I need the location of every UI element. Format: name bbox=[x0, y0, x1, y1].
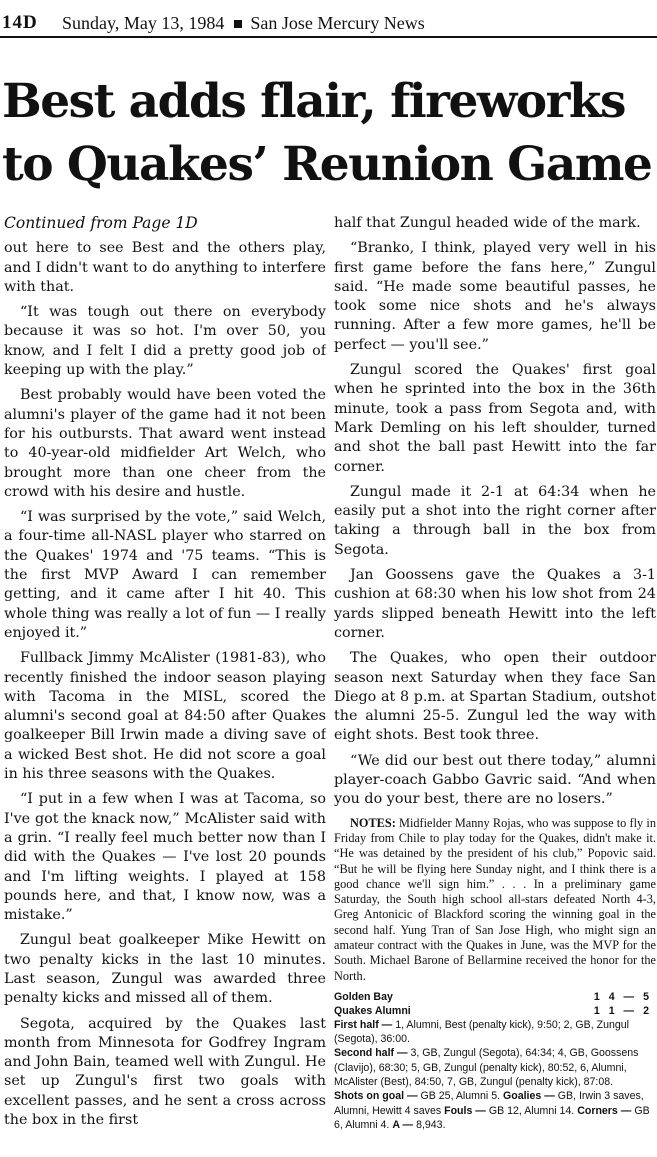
summary-label: Second half — bbox=[334, 1047, 408, 1060]
paragraph: Zungul scored the Quakes' first goal when he sprinted into the box in the 36th minute, took a pass from Segota and, with Mark Demling on his left shoulder, turned and shot the ball past Hewitt into the far corner. bbox=[334, 362, 656, 475]
page-folio bbox=[0, 0, 657, 38]
team-score: 1 1 — 2 bbox=[593, 1004, 652, 1017]
paragraph: “I was surprised by the vote,” said Welch, a four-time all-NASL player who starred on the Quakes' 1974 and '75 teams. “This is the first MVP Award I can remember getting, and it came after I hit 40. This whole thing was really a lot of fun — I really enjoyed it.” bbox=[4, 509, 326, 641]
paragraph: Zungul made it 2-1 at 64:34 when he easily put a shot into the right corner after taking a through ball in the box from Segota. bbox=[334, 483, 656, 558]
box-score-row bbox=[334, 990, 656, 1004]
paragraph: out here to see Best and the others play, and I didn't want to do anything to interfere with that. bbox=[4, 240, 326, 295]
summary-label: First half — bbox=[334, 1018, 393, 1031]
summary-label: Fouls — bbox=[444, 1104, 486, 1117]
article-column-right bbox=[334, 214, 656, 1157]
box-score-row bbox=[334, 1004, 656, 1018]
bullet-icon bbox=[234, 20, 242, 28]
headline bbox=[2, 70, 657, 196]
page-number: 14D bbox=[2, 12, 38, 33]
team-score: 1 4 — 5 bbox=[593, 990, 652, 1003]
paragraph: “It was tough out there on everybody because it was so hot. I'm over 50, you know, and I felt I did a pretty good job of keeping up with the play.” bbox=[4, 304, 326, 379]
summary-text: 8,943. bbox=[416, 1118, 446, 1131]
paragraph: “I put in a few when I was at Tacoma, so I've got the knack now,” McAlister said with a grin. “I really feel much better now than I did with the Quakes — I've lost 20 pounds and I'm lifting weights. I played at 158 pounds here, and that, I know now, was a mistake.” bbox=[4, 791, 326, 924]
team-name: Golden Bay bbox=[334, 990, 393, 1003]
paragraph: Segota, acquired by the Quakes last month from Minnesota for Godfrey Ingram and John Bain, teamed well with Zungul. He set up Zungul's first two goals with excellent passes, and he sent a cross across the box in the first bbox=[4, 1015, 326, 1129]
paper-name: San Jose Mercury News bbox=[250, 13, 425, 33]
summary-text: 3, GB, Zungul (Segota), 64:34; 4, GB, Goossens (Clavijo), 68:30; 5, GB, Zungul (penalty kick), 80:52, 6, Alumni, McAlister (Best), 84:50, 7, GB, Zungul (penalty kick), 87:08. bbox=[334, 1047, 639, 1089]
paragraph: The Quakes, who open their outdoor season next Saturday when they face San Diego at 8 p.m. at Spartan Stadium, outshot the alumni 25-5. Zungul led the way with eight shots. Best took three. bbox=[334, 650, 656, 744]
summary-text: GB 12, Alumni 14. bbox=[488, 1104, 575, 1117]
notes-label: NOTES: bbox=[350, 815, 396, 830]
box-score bbox=[334, 990, 656, 1132]
notes-text: Midfielder Manny Rojas, who was suppose to fly in Friday from Chile to play today for the Quakes, didn't make it. “He was detained by the president of his club,” Popovic said. “But he will be flying here Sunday night, and I think there is a good chance we'll sign him.” . . . In a preliminary game Saturday, the South high school all-stars defeated North 4-3, Greg Antonicic of Blackford scoring the winning goal in the second half. Yung Tran of San Jose High, who might sign an amateur contract with the Quakes in June, was the MVP for the South. Michael Barone of Bellarmine received the honor for the North. bbox=[334, 815, 656, 983]
paragraph: “We did our best out there today,” alumni player-coach Gabbo Gavric said. “And when you do your best, there are no losers.” bbox=[334, 752, 656, 808]
summary-label: Shots on goal — bbox=[334, 1090, 418, 1103]
team-name: Quakes Alumni bbox=[334, 1004, 411, 1017]
paragraph: “Branko, I think, played very well in his first game before the fans here,” Zungul said. “He made some beautiful passes, he took some nice shots and he's always running. After a few more games, he'll be perfect — you'll see.” bbox=[334, 240, 656, 353]
dateline bbox=[62, 13, 425, 34]
paragraph: Fullback Jimmy McAlister (1981-83), who recently finished the indoor season playing with Tacoma in the MISL, scored the alumni's second goal at 84:50 after Quakes goalkeeper Bill Irwin made a diving save of a wicked Best shot. He did not score a goal in his three seasons with the Quakes. bbox=[4, 650, 326, 783]
date: Sunday, May 13, 1984 bbox=[62, 13, 225, 33]
summary-text: GB 6, Alumni 4. bbox=[334, 1104, 650, 1131]
scoring-first-half bbox=[334, 1018, 656, 1047]
notes-paragraph bbox=[334, 816, 656, 984]
summary-text: GB, Irwin 3 saves, Alumni, Hewitt 4 saves bbox=[334, 1090, 644, 1117]
summary-label: Goalies — bbox=[502, 1090, 555, 1103]
headline-line-1: Best adds flair, fireworks bbox=[2, 74, 625, 129]
headline-line-2: to Quakes’ Reunion Game bbox=[2, 137, 652, 192]
paragraph: Jan Goossens gave the Quakes a 3-1 cushion at 68:30 when his low shot from 24 yards slipped beneath Hewitt into the left corner. bbox=[334, 567, 656, 641]
summary-text: 1, Alumni, Best (penalty kick), 9:50; 2, GB, Zungul (Segota), 36:00. bbox=[334, 1018, 629, 1046]
summary-text: GB 25, Alumni 5. bbox=[420, 1090, 501, 1103]
summary-label: Corners — bbox=[577, 1104, 632, 1117]
summary-label: A — bbox=[392, 1118, 414, 1131]
continued-line: Continued from Page 1D bbox=[4, 214, 198, 232]
paragraph: Zungul beat goalkeeper Mike Hewitt on two penalty kicks in the last 10 minutes. Last season, Zungul was awarded three penalty kicks and missed all of them. bbox=[4, 932, 326, 1007]
paragraph: half that Zungul headed wide of the mark. bbox=[334, 215, 641, 231]
article-column-left bbox=[4, 214, 326, 1157]
game-stats bbox=[334, 1089, 656, 1132]
paragraph: Best probably would have been voted the alumni's player of the game had it not been for his outbursts. That award went instead to 40-year-old midfielder Art Welch, who brought more than one cheer from the crowd with his desire and hustle. bbox=[4, 387, 326, 500]
scoring-second-half bbox=[334, 1046, 656, 1089]
